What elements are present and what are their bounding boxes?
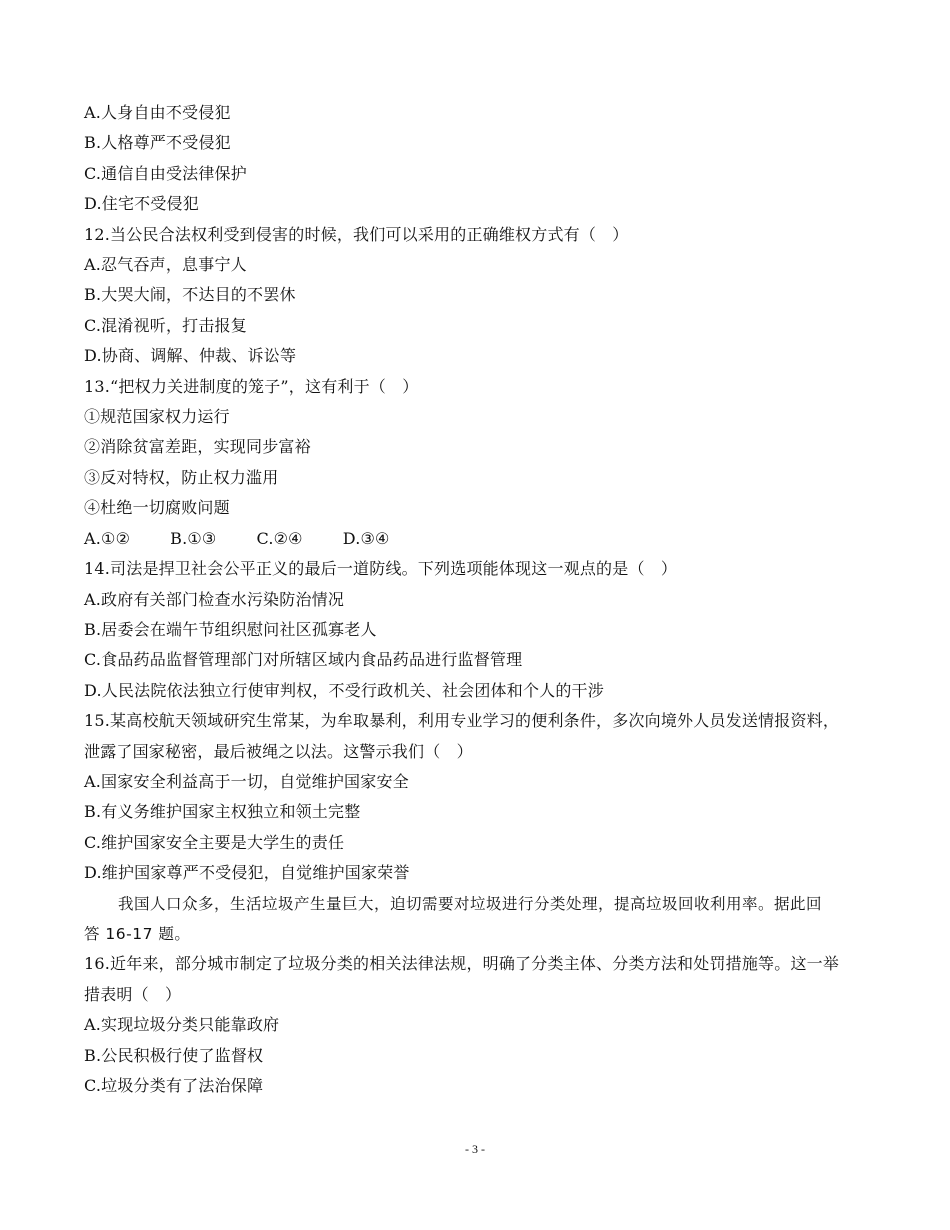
- passage-16-17: [84, 889, 874, 950]
- q15-option-b: B.有义务维护国家主权独立和领土完整: [84, 802, 361, 822]
- q14-stem: 14.司法是捍卫社会公平正义的最后一道防线。下列选项能体现这一观点的是（ ）: [84, 559, 678, 579]
- q13-item-4: ④杜绝一切腐败问题: [84, 498, 230, 518]
- q15-option-a: A.国家安全利益高于一切，自觉维护国家安全: [84, 771, 409, 791]
- passage-line-1: 我国人口众多，生活垃圾产生量巨大，迫切需要对垃圾进行分类处理，提高垃圾回收利用率。据此回: [118, 894, 823, 913]
- q12-stem: 12.当公民合法权利受到侵害的时候，我们可以采用的正确维权方式有（ ）: [84, 224, 629, 244]
- q15-option-d: D.维护国家尊严不受侵犯，自觉维护国家荣誉: [84, 863, 410, 883]
- q12-option-a: A.忍气吞声，息事宁人: [84, 255, 247, 275]
- q11-option-a: A.人身自由不受侵犯: [84, 103, 231, 122]
- q13-option-d: D.③④: [342, 528, 390, 548]
- q14-option-d: D.人民法院依法独立行使审判权，不受行政机关、社会团体和个人的干涉: [84, 680, 604, 700]
- q13-stem: 13.“把权力关进制度的笼子”，这有利于（ ）: [84, 376, 419, 396]
- q14-option-a: A.政府有关部门检查水污染防治情况: [84, 589, 345, 609]
- q16-option-b: B.公民积极行使了监督权: [84, 1045, 264, 1065]
- q14-option-b: B.居委会在端午节组织慰问社区孤寡老人: [84, 619, 377, 639]
- q13-option-a: A.①②: [84, 528, 131, 548]
- q13-item-1: ①规范国家权力运行: [84, 407, 230, 427]
- q12-option-d: D.协商、调解、仲裁、诉讼等: [84, 346, 297, 366]
- q11-option-c: C.通信自由受法律保护: [84, 163, 247, 183]
- page-content: [84, 98, 874, 1101]
- q16-option-c: C.垃圾分类有了法治保障: [84, 1076, 264, 1095]
- q13-item-2: ②消除贫富差距，实现同步富裕: [84, 437, 311, 457]
- page-number: - 3 -: [465, 1142, 485, 1156]
- q12-option-b: B.大哭大闹，不达目的不罢休: [84, 285, 296, 305]
- q13-option-b: B.①③: [170, 528, 217, 548]
- q11-option-b: B.人格尊严不受侵犯: [84, 133, 231, 153]
- q13-options-row: [84, 524, 874, 554]
- q16-stem-line-1: 16.近年来，部分城市制定了垃圾分类的相关法律法规，明确了分类主体、分类方法和处罚措施等。这一举: [84, 954, 840, 974]
- q16-option-a: A.实现垃圾分类只能靠政府: [84, 1015, 280, 1035]
- q15-stem-line-1: 15.某高校航天领域研究生常某，为牟取暴利，利用专业学习的便利条件，多次向境外人员发送情报资料，: [84, 711, 840, 731]
- q15-option-c: C.维护国家安全主要是大学生的责任: [84, 832, 345, 852]
- passage-line-2: 答 16-17 题。: [84, 924, 191, 943]
- q12-option-c: C.混淆视听，打击报复: [84, 315, 247, 335]
- q14-option-c: C.食品药品监督管理部门对所辖区域内食品药品进行监督管理: [84, 650, 523, 670]
- q15-stem-line-2: 泄露了国家秘密，最后被绳之以法。这警示我们（ ）: [84, 741, 473, 761]
- q16-stem-line-2: 措表明（ ）: [84, 984, 182, 1004]
- q13-option-c: C.②④: [256, 528, 303, 548]
- q13-item-3: ③反对特权，防止权力滥用: [84, 467, 279, 487]
- q11-option-d: D.住宅不受侵犯: [84, 194, 199, 214]
